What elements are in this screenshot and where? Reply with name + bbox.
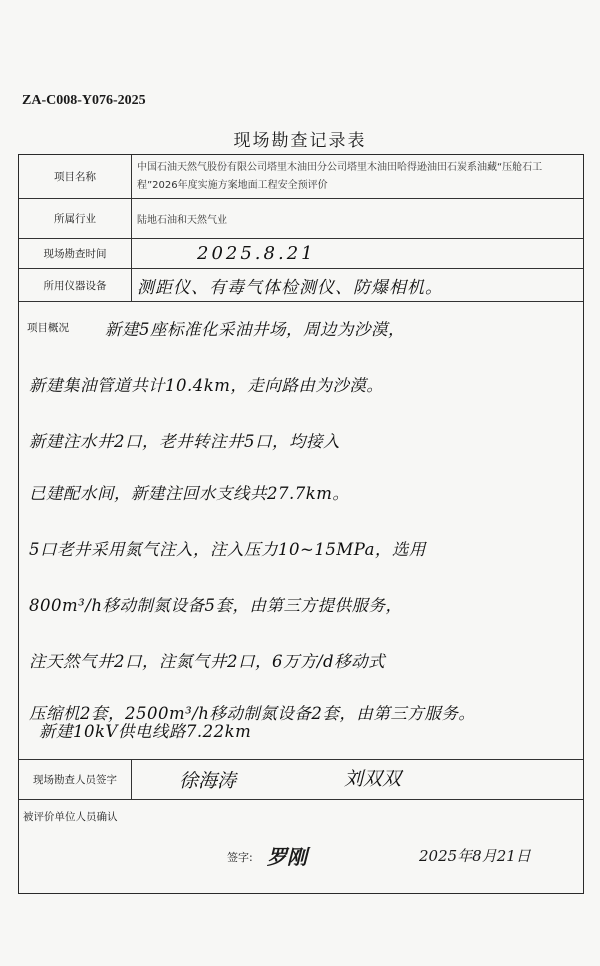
surveyor-signature: 徐海涛 — [179, 770, 237, 792]
survey-time-label: 现场勘查时间 — [19, 239, 132, 268]
row-instruments — [19, 269, 583, 302]
overview-line: 新建集油管道共计10.4km，走向路由为沙漠。 — [29, 376, 384, 395]
overview-line: 新建注水井2口，老井转注井5口，均接入 — [29, 432, 340, 451]
overview-line: 新建10kV供电线路7.22km — [39, 722, 252, 741]
instruments-value: 测距仪、有毒气体检测仪、防爆相机。 — [137, 277, 443, 298]
document-code: ZA-C008-Y076-2025 — [22, 93, 146, 108]
row-surveyors — [19, 760, 583, 800]
row-overview — [19, 302, 583, 760]
confirm-date: 2025年8月21日 — [419, 847, 531, 865]
overview-line: 已建配水间，新建注回水支线共27.7km。 — [29, 484, 350, 503]
sign-label: 签字: — [227, 851, 253, 864]
surveyors-label: 现场勘查人员签字 — [19, 760, 132, 799]
confirm-signature: 罗刚 — [267, 845, 307, 869]
industry-value: 陆地石油和天然气业 — [137, 215, 227, 226]
row-project-name — [19, 155, 583, 199]
project-name-label: 项目名称 — [19, 155, 132, 198]
row-industry — [19, 199, 583, 239]
project-name-value: 中国石油天然气股份有限公司塔里木油田分公司塔里木油田哈得逊油田石炭系油藏“压舱石工程”2026年度实施方案地面工程安全预评价 — [137, 161, 543, 191]
overview-line: 新建5座标准化采油井场，周边为沙漠， — [105, 320, 405, 339]
overview-line: 注天然气井2口，注氮气井2口，6万方/d移动式 — [29, 652, 386, 671]
overview-label: 项目概况 — [27, 322, 69, 334]
survey-time-value: 2025.8.21 — [197, 243, 316, 264]
surveyor-signature: 刘双双 — [344, 768, 402, 790]
overview-line: 800m³/h移动制氮设备5套，由第三方提供服务， — [29, 596, 403, 615]
survey-record-table — [18, 154, 584, 894]
row-survey-time — [19, 239, 583, 269]
confirm-label: 被评价单位人员确认 — [23, 811, 118, 823]
industry-label: 所属行业 — [19, 199, 132, 238]
instruments-label: 所用仪器设备 — [19, 269, 132, 301]
overview-line: 5口老井采用氮气注入，注入压力10~15MPa，选用 — [29, 540, 426, 559]
page-title: 现场勘查记录表 — [233, 131, 367, 151]
overview-line: 压缩机2套，2500m³/h移动制氮设备2套，由第三方服务。 — [29, 704, 476, 723]
